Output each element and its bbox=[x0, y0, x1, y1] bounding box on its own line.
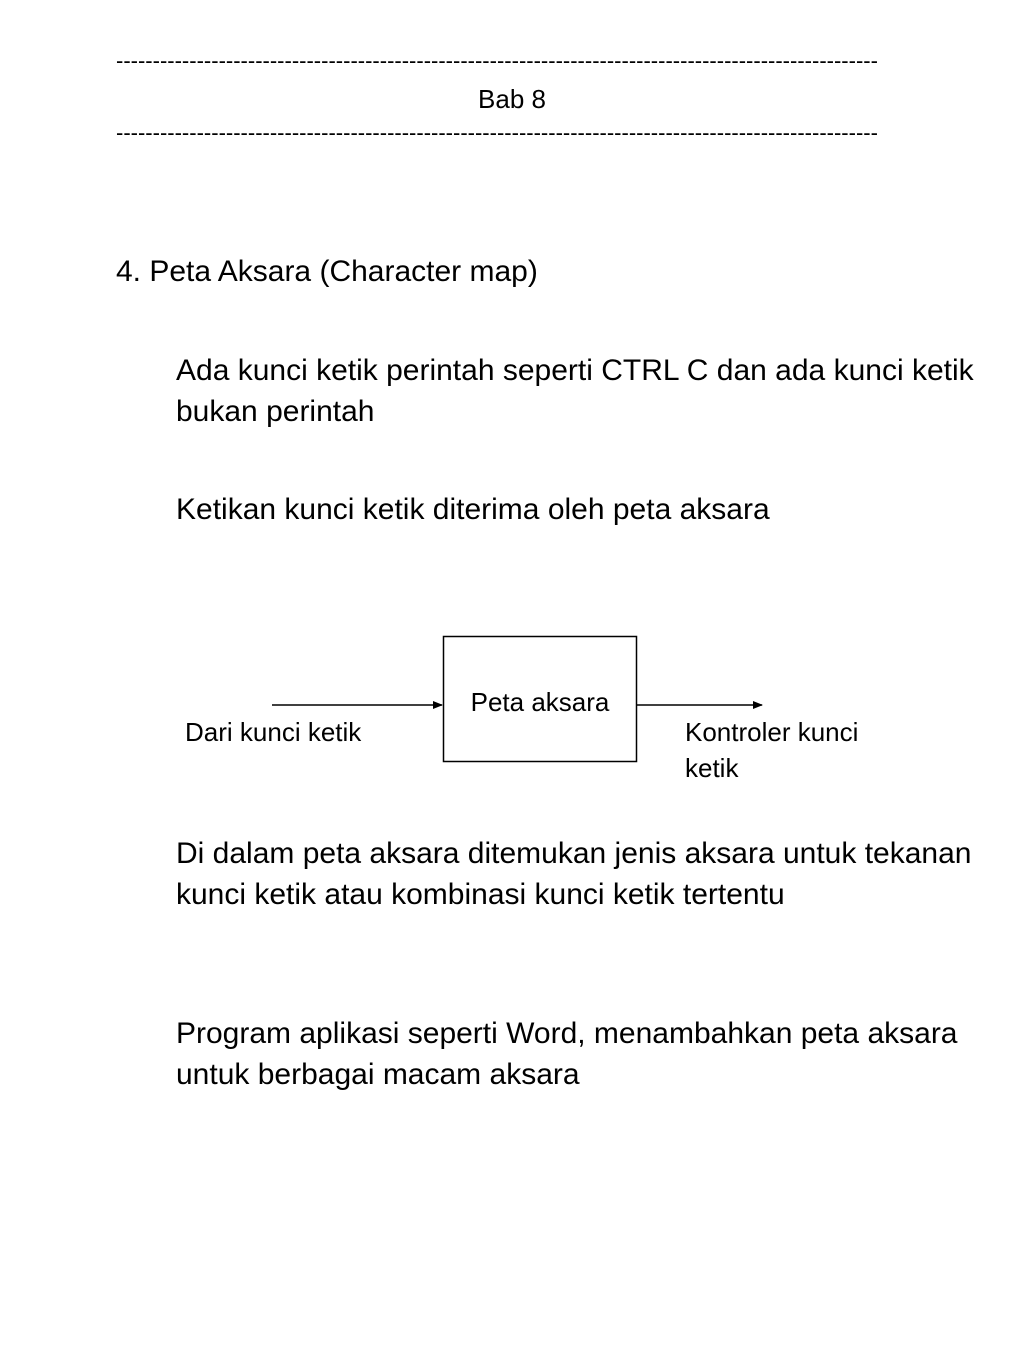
output-label-line1: Kontroler kunci bbox=[685, 717, 859, 747]
chapter-title: Bab 8 bbox=[478, 84, 546, 114]
paragraph-word-application: Program aplikasi seperti Word, menambahkan peta aksara untuk berbagai macam aksara bbox=[176, 1017, 958, 1091]
paragraph-character-types: Di dalam peta aksara ditemukan jenis aksara untuk tekanan kunci ketik atau kombinasi kunci ketik tertentu bbox=[176, 837, 972, 911]
header-rule-top: -------------------------------------------------------------------------------------------------------- bbox=[116, 48, 878, 73]
paragraph-command-keys: Ada kunci ketik perintah seperti CTRL C dan ada kunci ketik bukan perintah bbox=[176, 354, 974, 428]
section-heading: 4. Peta Aksara (Character map) bbox=[116, 255, 538, 288]
header-rule-bottom: -------------------------------------------------------------------------------------------------------- bbox=[116, 120, 878, 145]
box-label: Peta aksara bbox=[470, 687, 610, 717]
output-label-line2: ketik bbox=[685, 753, 739, 783]
paragraph-keys-received: Ketikan kunci ketik diterima oleh peta aksara bbox=[176, 493, 770, 526]
character-map-diagram bbox=[0, 600, 1024, 800]
input-label: Dari kunci ketik bbox=[185, 717, 362, 747]
